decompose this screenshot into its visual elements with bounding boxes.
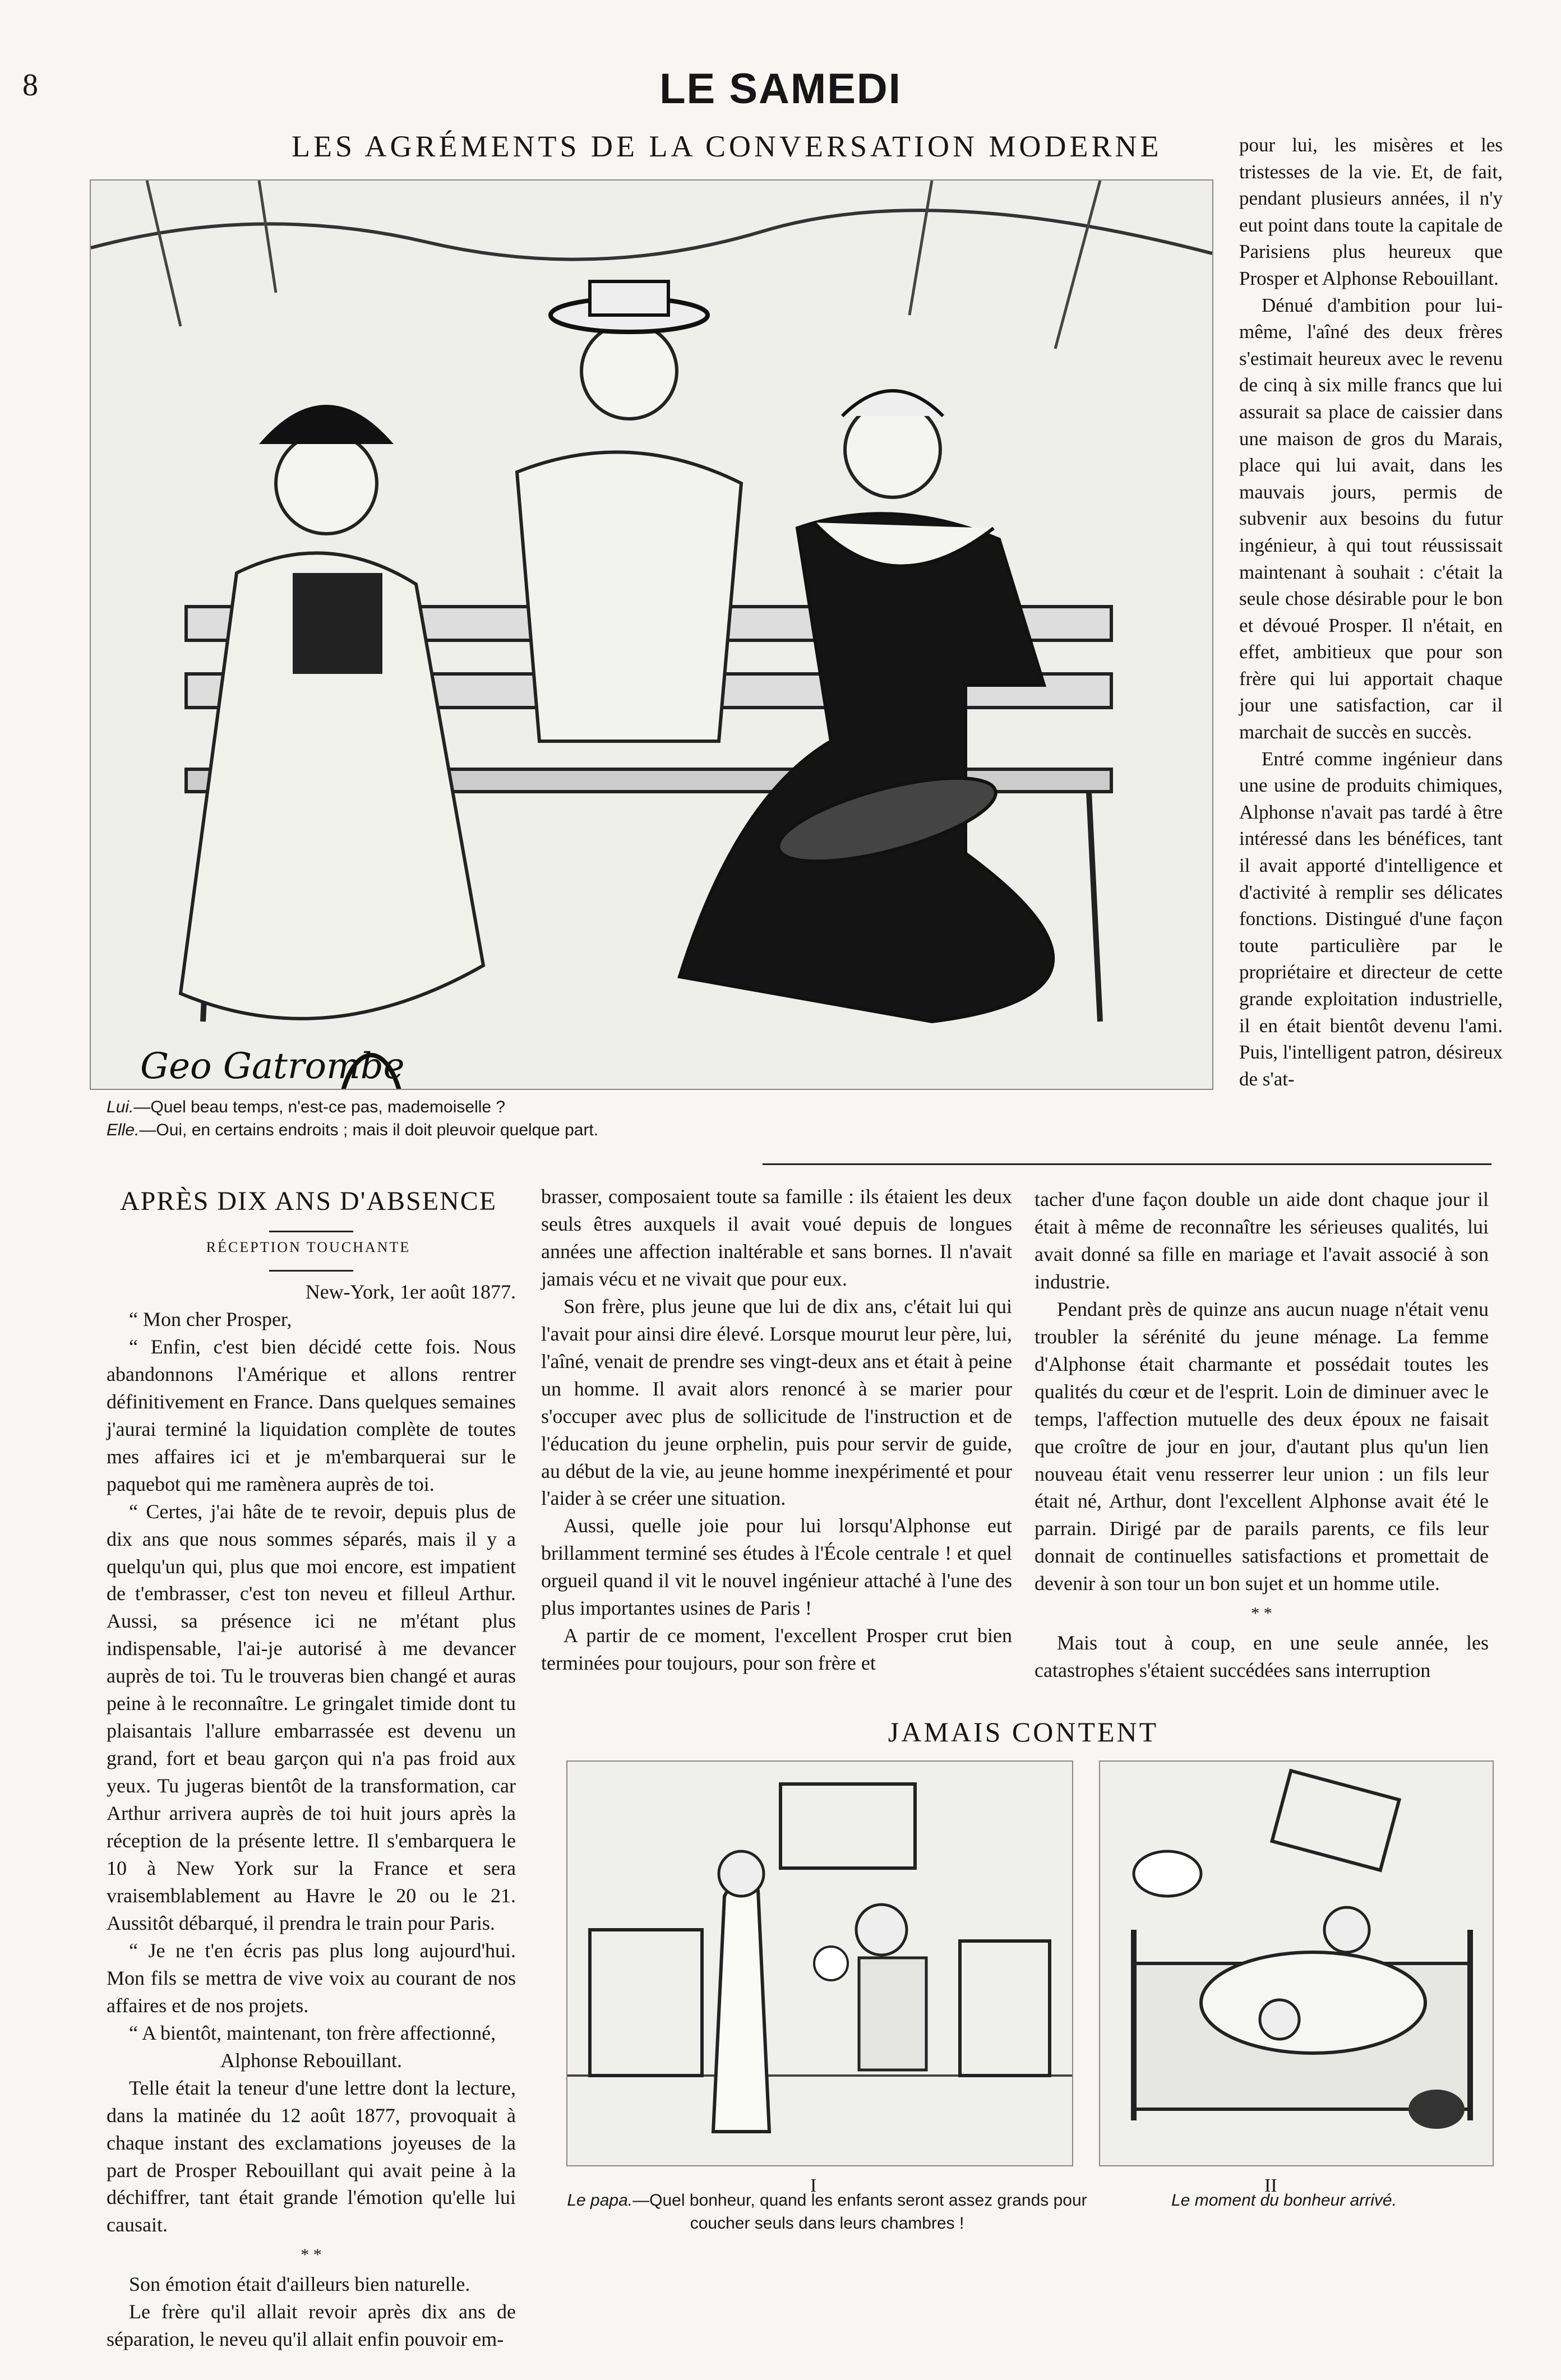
paragraph: Dénué d'ambition pour lui-même, l'aîné des deux frères s'estimait heureux avec le revenu de cinq à six mille francs que lui assurait sa place de caissier dans une maison de gros du Marais, place qui lui avait, dans les mauvais jours, permis de subvenir aux besoins du futur ingénieur, à qui tout réussissait maintenant à souhait : c'était la seule chose désirable pour le bon et dévoué Prosper. Il n'était, en effet, ambitieux que pour son frère qui lui apportait chaque jour une satisfaction, car il marchait de succès en succès.	[1239, 294, 1503, 743]
paragraph: Telle était la teneur d'une lettre dont la lecture, dans la matinée du 12 août 1877, provoquait à chaque instant des exclamations joyeuses de la part de Prosper Rebouillant qui avait peine à la déchiffrer, tant était grande l'émotion qu'elle lui causait.	[107, 2076, 516, 2236]
speaker: Lui.	[107, 1098, 134, 1116]
paragraph: brasser, composaient toute sa famille : ils étaient les deux seuls êtres auxquels il avait voué depuis de longues années une affection inaltérable et sans bornes. Il n'avait jamais vécu et ne vivait que pour eux.	[541, 1185, 1012, 1290]
comic-caption-2: Le moment du bonheur arrivé.	[1171, 2191, 1397, 2210]
paragraph: pour lui, les misères et les tristesses de la vie. Et, de fait, pendant plusieurs années, il n'y eut point dans toute la capitale de Parisiens plus heureux que Prosper et Alphonse Rebouillant.	[1239, 134, 1503, 289]
paragraph: “ Enfin, c'est bien décidé cette fois. Nous abandonnons l'Amérique et allons rentrer définitivement en France. Dans quelques semaines j'aurai terminé la liquidation complète de toutes mes affaires ici et je m'embarquerai sur le paquebot qui me ramènera auprès de toi.	[107, 1335, 516, 1495]
paragraph: Le frère qu'il allait revoir après dix ans de séparation, le neveu qu'il allait enfin pouvoir em-	[107, 2300, 516, 2351]
right-text-column	[1239, 132, 1503, 1092]
paragraph: “ Je ne t'en écris pas plus long aujourd'hui. Mon fils se mettra de vive voix au courant de nos affaires et de nos projets.	[107, 1939, 516, 2017]
paragraph: tacher d'une façon double un aide dont chaque jour il était à même de reconnaître les sérieuses qualités, lui avait donné sa fille en mariage et l'avait associé à son industrie.	[1034, 1188, 1489, 1293]
illustration-title: LES AGRÉMENTS DE LA CONVERSATION MODERNE	[292, 130, 1162, 163]
comic-caption-1	[561, 2189, 1093, 2235]
engraving-icon	[1100, 1762, 1493, 2165]
paragraph: Entré comme ingénieur dans une usine de produits chimiques, Alphonse n'avait pas tardé à être intéressé dans les bénéfices, tant il avait apporté d'intelligence et d'activité à remplir ses délicates fonctions. Distingué d'une façon toute particulière par le propriétaire et directeur de cette grande exploitation industrielle, il en était bientôt devenu l'ami. Puis, l'intelligent patron, désireux de s'at-	[1239, 747, 1503, 1090]
paragraph: “ Mon cher Prosper,	[129, 1307, 292, 1330]
story-subtitle: RÉCEPTION TOUCHANTE	[206, 1239, 411, 1255]
title-rule	[269, 1231, 353, 1232]
subtitle-rule	[269, 1270, 353, 1272]
engraving-icon	[91, 181, 1212, 1089]
speaker: Le papa.	[567, 2191, 633, 2210]
story-column-3	[1034, 1186, 1489, 1684]
paragraph: Alphonse Rebouillant.	[220, 2049, 402, 2072]
masthead: LE SAMEDI	[659, 65, 902, 113]
story-column-1	[107, 1278, 516, 2353]
panel-label-1: I	[810, 2175, 817, 2196]
line-text: —Quel beau temps, n'est-ce pas, mademoiselle ?	[133, 1098, 506, 1116]
paragraph: Mais tout à coup, en une seule année, les catastrophes s'étaient succédées sans interruption	[1034, 1632, 1489, 1682]
paragraph: Son émotion était d'ailleurs bien naturelle.	[129, 2273, 470, 2296]
page-number: 8	[22, 68, 38, 103]
section-separator: * *	[1251, 1604, 1272, 1623]
paragraph: New-York, 1er août 1877.	[305, 1281, 516, 1303]
paragraph: Pendant près de quinze ans aucun nuage n'était venu troubler la sérénité du jeune ménage. La femme d'Alphonse était charmante et possédait toutes les qualités du cœur et de l'esprit. Loin de diminuer avec le temps, l'affection mutuelle des deux époux ne faisait que croître de jour en jour, d'autant plus qu'un lien nouveau était venu resserrer leur union : un fils leur était né, Arthur, dont l'excellent Alphonse avait été le parrain. Dirigé par de parails parents, ce fils leur donnait de continuelles satisfactions et promettait de devenir à son tour un bon sujet et un homme utile.	[1034, 1297, 1489, 1595]
panel-label-2: II	[1264, 2175, 1277, 2196]
illustration-caption	[107, 1096, 835, 1142]
paragraph: “ A bientôt, maintenant, ton frère affectionné,	[129, 2021, 496, 2044]
caption-line-elle	[107, 1119, 835, 1142]
artist-signature: Geo Gatrombe	[140, 1046, 405, 1087]
comic-title: JAMAIS CONTENT	[888, 1716, 1159, 1748]
paragraph: “ Certes, j'ai hâte de te revoir, depuis plus de dix ans que nous sommes séparés, mais il y a quelqu'un qui, plus que moi encore, est impatient de t'embrasser, c'est ton neveu et filleul Arthur. Aussi, sa présence ici ne m'étant plus indispensable, l'ai-je autorisé à me devancer auprès de toi. Tu le trouveras bien changé et auras peine à le reconnaître. Le gringalet timide dont tu plaisantais l'allure embarrassée est devenu un grand, fort et beau garçon qui n'a pas froid aux yeux. Tu jugeras bientôt de la transformation, car Arthur arrivera auprès de toi huit jours après la réception de la présente lettre. Il s'embarquera le 10 à New York sur la France et sera vraisemblablement au Havre le 20 ou le 21. Aussitôt débarqué, il prendra le train pour Paris.	[107, 1500, 516, 1934]
engraving-icon	[567, 1762, 1072, 2165]
line-text: —Oui, en certains endroits ; mais il doit pleuvoir quelque part.	[139, 1120, 599, 1139]
paragraph: Aussi, quelle joie pour lui lorsqu'Alphonse eut brillamment terminé ses études à l'École centrale ! et quel orgueil quand il vit le nouvel ingénieur attaché à l'une des plus importantes usines de Paris !	[541, 1514, 1012, 1620]
caption-text: —Quel bonheur, quand les enfants seront assez grands pour coucher seuls dans leurs chambres !	[632, 2191, 1087, 2233]
story-column-2	[541, 1183, 1012, 1677]
story-title: APRÈS DIX ANS D'ABSENCE	[119, 1186, 497, 1216]
paragraph: Son frère, plus jeune que lui de dix ans, c'était lui qui l'avait pour ainsi dire élevé. Lorsque mourut leur père, lui, l'aîné, venait de prendre ses vingt-deux ans et était à peine un homme. Il avait alors renoncé à se marier pour s'occuper avec plus de sollicitude de l'instruction et de l'éducation du jeune orphelin, puis pour servir de guide, au début de la vie, au jeune homme inexpérimenté et pour l'aider à se créer une situation.	[541, 1295, 1012, 1510]
speaker: Elle.	[107, 1120, 140, 1139]
caption-line-lui	[107, 1096, 835, 1119]
illustration-bench-scene	[90, 179, 1213, 1090]
section-separator: * *	[301, 2245, 322, 2265]
comic-panel-2	[1099, 1760, 1494, 2166]
paragraph: A partir de ce moment, l'excellent Prosper crut bien terminées pour toujours, pour son frère et	[541, 1624, 1012, 1675]
comic-panel-1	[566, 1760, 1073, 2166]
section-divider	[763, 1163, 1491, 1165]
